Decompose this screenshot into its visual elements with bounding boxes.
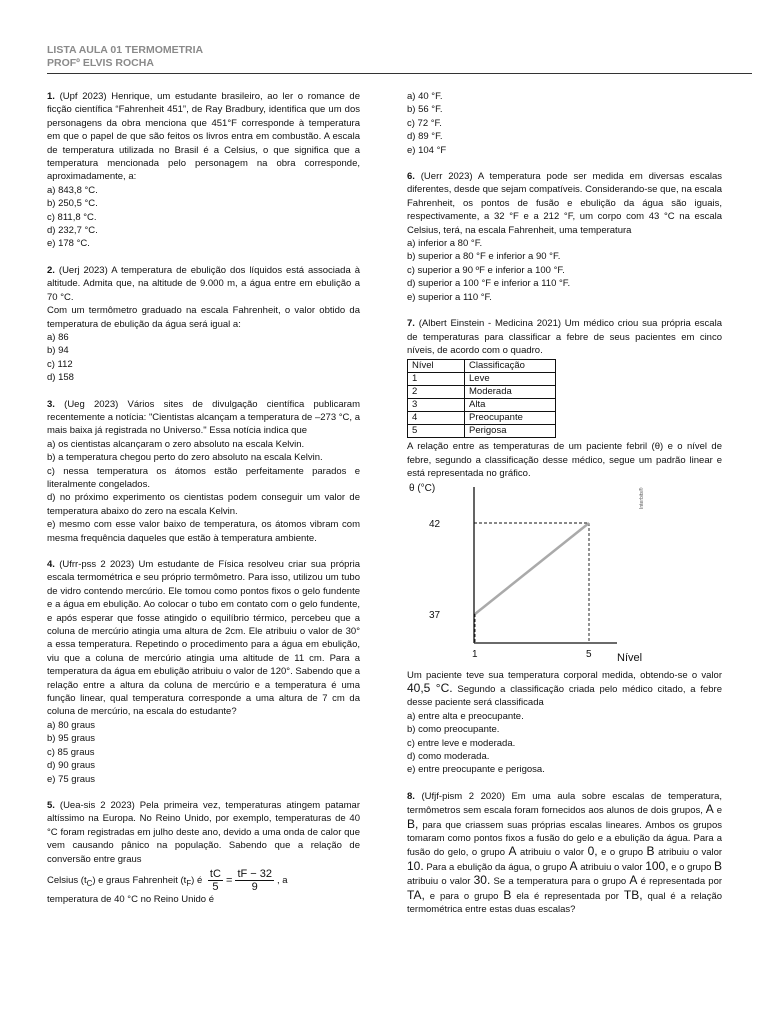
x-axis-label: Nível	[617, 651, 643, 664]
question-text: atribuiu o valor	[580, 861, 643, 873]
question-number: 5.	[47, 799, 55, 811]
question-8	[407, 790, 722, 917]
option-d: d) 232,7 °C.	[47, 225, 98, 237]
option-c: c) nessa temperatura os átomos estão perfeitamente parados e literalmente congelados.	[47, 465, 360, 490]
group-a: A	[569, 858, 578, 873]
question-text: (Ufrr-pss 2 2023) Um estudante de Física resolveu criar sua própria escala termométrica e seu próprio termômetro. Para isso, utilizou um tubo de vidro contendo mercúrio. Ele tomou como pontos fixos o gelo fundente e a água em ebulição. Ao colocar o tubo em contato com o gelo fundente, e após esperar que fosse atingido o equilíbrio térmico, percebeu que a coluna de mercúrio atingia uma altura de 2cm. Ele atribuiu o valor de 30° a essa temperatura. Repetindo o procedimento para a água em ebulição, viu que a coluna de mercúrio atingia uma altitude de 11 cm. Para a temperatura da água em ebulição atribuiu o valor de 120°. Sabendo que a relação entre a altura da coluna de mercúrio e a temperatura é uma função linear, qual temperatura corresponde a uma altura de 7 cm da coluna de mercúrio, na escala do estudante?	[47, 559, 360, 718]
question-number: 7.	[407, 318, 415, 330]
question-text: atribuiu o valor	[520, 847, 585, 859]
question-2	[47, 264, 360, 385]
question-5-options	[407, 90, 722, 157]
fraction-numerator-2: tF − 32	[237, 867, 272, 880]
option-c: c) 112	[47, 358, 73, 370]
table-cell: Moderada	[465, 386, 556, 399]
header-divider	[47, 73, 752, 74]
measured-value: 40,5 °C.	[407, 680, 453, 695]
question-number: 2.	[47, 264, 55, 276]
question-text: (Upf 2023) Henrique, um estudante brasileiro, ao ler o romance de ficção científica “Fahrenheit 451”, de Ray Bradbury, identifica que um dos personagens da obra menciona que 451°F corresponde à temperatura em que o papel de que são feitos os livros entra em combustão. A escala de temperatura utilizada no Brasil é a Celsius, o que significa que a temperatura mencionada pelo personagem na obra corresponde, aproximadamente, a:	[47, 91, 360, 183]
equals-sign: =	[225, 874, 233, 887]
option-e: e) entre preocupante e perigosa.	[407, 764, 545, 776]
graph-svg	[407, 483, 657, 667]
option-e: e) mesmo com esse valor baixo de temperatura, os átomos vibram com mesma frequência daqueles que estão à temperatura ambiente.	[47, 519, 360, 544]
question-text: e o grupo	[601, 847, 644, 859]
question-number: 8.	[407, 790, 415, 802]
option-b: b) como preocupante.	[407, 724, 500, 736]
subscript-c: C	[86, 878, 93, 888]
option-b: b) a temperatura chegou perto do zero absoluto na escala Kelvin.	[47, 452, 323, 464]
question-text: (Uea-sis 2 2023) Pela primeira vez, temperaturas atingem patamar altíssimo na Europa. No Reino Unido, por exemplo, temperaturas de 40 °C foram registradas em julho deste ano, devido a uma onda de calor que vem causando pânico na população. Sabendo que a relação de conversão entre graus	[47, 799, 360, 865]
group-b: B	[503, 887, 512, 902]
symbol-ta: TA,	[407, 887, 425, 902]
group-b: B,	[407, 816, 419, 831]
question-7	[407, 317, 722, 777]
question-number: 3.	[47, 398, 55, 410]
y-axis-label: θ (°C)	[409, 482, 436, 494]
option-e: e) superior a 110 °F.	[407, 291, 492, 303]
table-cell: 3	[408, 399, 465, 412]
formula-mid2: ) é	[191, 874, 203, 886]
option-c: c) 85 graus	[47, 746, 95, 758]
option-b: b) superior a 80 °F e inferior a 90 °F.	[407, 251, 561, 263]
option-a: a) 843,8 °C.	[47, 184, 98, 196]
conversion-formula	[208, 868, 274, 893]
fraction-denominator-2: 9	[251, 880, 258, 893]
table-cell: Alta	[465, 399, 556, 412]
question-text: (Uerr 2023) A temperatura pode ser medida em diversas escalas diferentes, desde que sejam compatíveis. Considerando-se que, na escala Fahrenheit, os pontos de fusão e ebulição da água são iguais, respectivamente, a 32 °F e a 212 °F, um corpo com 43 °C na escala Celsius, terá, na escala Fahrenheit, uma temperatura	[407, 171, 722, 236]
question-text: (Ufjf-pism 2 2020) Em uma aula sobre escalas de temperatura, termômetros sem escala foram fornecidos aos alunos de dois grupos,	[407, 790, 722, 817]
table-header-row	[408, 360, 556, 373]
x-tick-1: 1	[472, 648, 478, 660]
right-column	[407, 90, 722, 929]
question-text: (Uerj 2023) A temperatura de ebulição dos líquidos está associada à altitude. Admita que, na altitude de 9.000 m, a água entre em ebulição a 70 °C.	[47, 264, 360, 303]
table-cell: 4	[408, 412, 465, 425]
group-b: B	[714, 858, 723, 873]
table-row	[408, 425, 556, 438]
question-text: atribuiu o valor	[658, 847, 723, 859]
question-4	[47, 558, 360, 786]
conj-e: e	[716, 805, 723, 817]
question-text: Para a ebulição da água, o grupo	[426, 861, 567, 873]
question-3	[47, 398, 360, 545]
option-d: d) como moderada.	[407, 750, 490, 762]
table-header-cell: Nível	[408, 360, 465, 373]
question-text-end: temperatura de 40 °C no Reino Unido é	[47, 893, 214, 905]
list-title: LISTA AULA 01 TERMOMETRIA	[47, 44, 204, 56]
formula-suffix: , a	[277, 874, 288, 886]
question-text: qual é a relação termométrica entre estas duas escalas?	[407, 890, 723, 916]
table-cell: Leve	[465, 373, 556, 386]
option-a: a) 80 graus	[47, 719, 96, 731]
data-line	[475, 523, 589, 614]
table-row	[408, 399, 556, 412]
question-text: Se a temperatura para o grupo	[493, 876, 627, 888]
option-d: d) 158	[47, 372, 74, 384]
formula-mid: ) e graus Fahrenheit (t	[92, 874, 187, 886]
fever-level-table	[407, 359, 556, 438]
question-text: e o grupo	[671, 861, 712, 873]
table-row	[408, 373, 556, 386]
question-number: 6.	[407, 171, 415, 183]
option-a: a) os cientistas alcançaram o zero absoluto na escala Kelvin.	[47, 438, 305, 450]
question-text: e para o grupo	[429, 890, 499, 902]
option-e: e) 75 graus	[47, 773, 96, 785]
y-tick-42: 42	[429, 518, 441, 530]
question-number: 4.	[47, 559, 55, 570]
group-a: A	[629, 873, 638, 888]
group-a: A	[508, 844, 517, 859]
question-text-4: Segundo a classificação criada pelo médico citado, a febre desse paciente será classificada	[407, 683, 722, 709]
watermark: Interbits®	[639, 487, 645, 509]
question-5	[47, 799, 360, 906]
question-text-2: Com um termômetro graduado na escala Fahrenheit, o valor obtido da temperatura de ebulição da água será igual a:	[47, 305, 360, 330]
option-b: b) 95 graus	[47, 733, 96, 745]
document-header	[47, 44, 752, 70]
option-d: d) 89 °F.	[407, 131, 443, 143]
option-a: a) inferior a 80 °F.	[407, 238, 483, 250]
value-30: 30.	[473, 873, 491, 888]
symbol-tb: TB,	[623, 887, 643, 902]
option-e: e) 104 °F	[407, 144, 447, 156]
value-10: 10.	[407, 858, 424, 873]
option-a: a) 40 °F.	[407, 91, 443, 102]
question-6	[407, 170, 722, 304]
x-tick-5: 5	[586, 648, 592, 660]
option-c: c) 811,8 °C.	[47, 211, 97, 223]
temperature-level-graph	[407, 483, 657, 667]
group-a: A	[705, 802, 714, 817]
table-cell: 2	[408, 386, 465, 399]
fraction-numerator-1: tC	[209, 867, 221, 880]
question-text-2: A relação entre as temperaturas de um paciente febril (θ) e o nível de febre, segundo a classificação desse médico, segue um padrão linear e está representada no gráfico.	[407, 441, 722, 480]
group-b: B	[646, 844, 655, 859]
question-text: ela é representada por	[516, 890, 619, 902]
subscript-f: F	[186, 878, 192, 888]
option-e: e) 178 °C.	[47, 238, 90, 250]
value-100: 100,	[645, 858, 669, 873]
fraction-denominator-1: 5	[212, 880, 219, 893]
question-text: para que criassem suas próprias escalas lineares. Ambos os grupos tomaram como pontos fixos a fusão do gelo e a ebulição da água. Para a fusão do gelo, o grupo	[407, 819, 722, 859]
option-b: b) 250,5 °C.	[47, 198, 98, 210]
question-text: (Ueg 2023) Vários sites de divulgação científica publicaram recentemente a notícia: "Cientistas alcançam a temperatura de –273 °C, a mais baixa já registrada no Universo." Essa notícia indica que	[47, 398, 360, 437]
option-c: c) 72 °F.	[407, 117, 442, 129]
table-cell: Preocupante	[465, 412, 556, 425]
table-cell: 1	[408, 373, 465, 386]
left-column	[47, 90, 360, 919]
table-cell: 5	[408, 425, 465, 438]
table-row	[408, 412, 556, 425]
option-a: a) 86	[47, 331, 69, 343]
question-text-3: Um paciente teve sua temperatura corporal medida, obtendo-se o valor	[407, 669, 722, 681]
question-text: (Albert Einstein - Medicina 2021) Um médico criou sua própria escala de temperaturas para classificar a febre de seus pacientes em cinco níveis, de acordo com o quadro.	[407, 318, 722, 356]
option-a: a) entre alta e preocupante.	[407, 710, 524, 722]
question-number: 1.	[47, 91, 55, 102]
option-d: d) superior a 100 °F e inferior a 110 °F.	[407, 278, 571, 290]
option-c: c) superior a 90 ºF e inferior a 100 °F.	[407, 264, 565, 276]
option-c: c) entre leve e moderada.	[407, 737, 516, 749]
formula-prefix: Celsius (t	[47, 874, 87, 886]
value-0: 0,	[587, 844, 598, 859]
question-text: atribuiu o valor	[407, 876, 471, 888]
option-b: b) 56 °F.	[407, 104, 443, 116]
question-1	[47, 90, 360, 251]
option-d: d) 90 graus	[47, 760, 96, 772]
table-cell: Perigosa	[465, 425, 556, 438]
option-d: d) no próximo experimento os cientistas podem conseguir um valor de temperatura abaixo do zero na escala Kelvin.	[47, 492, 360, 517]
teacher-name: PROFº ELVIS ROCHA	[47, 57, 154, 69]
y-tick-37: 37	[429, 609, 441, 621]
table-header-cell: Classificação	[465, 360, 556, 373]
table-row	[408, 386, 556, 399]
option-b: b) 94	[47, 345, 69, 357]
question-text: é representada por	[640, 876, 723, 888]
